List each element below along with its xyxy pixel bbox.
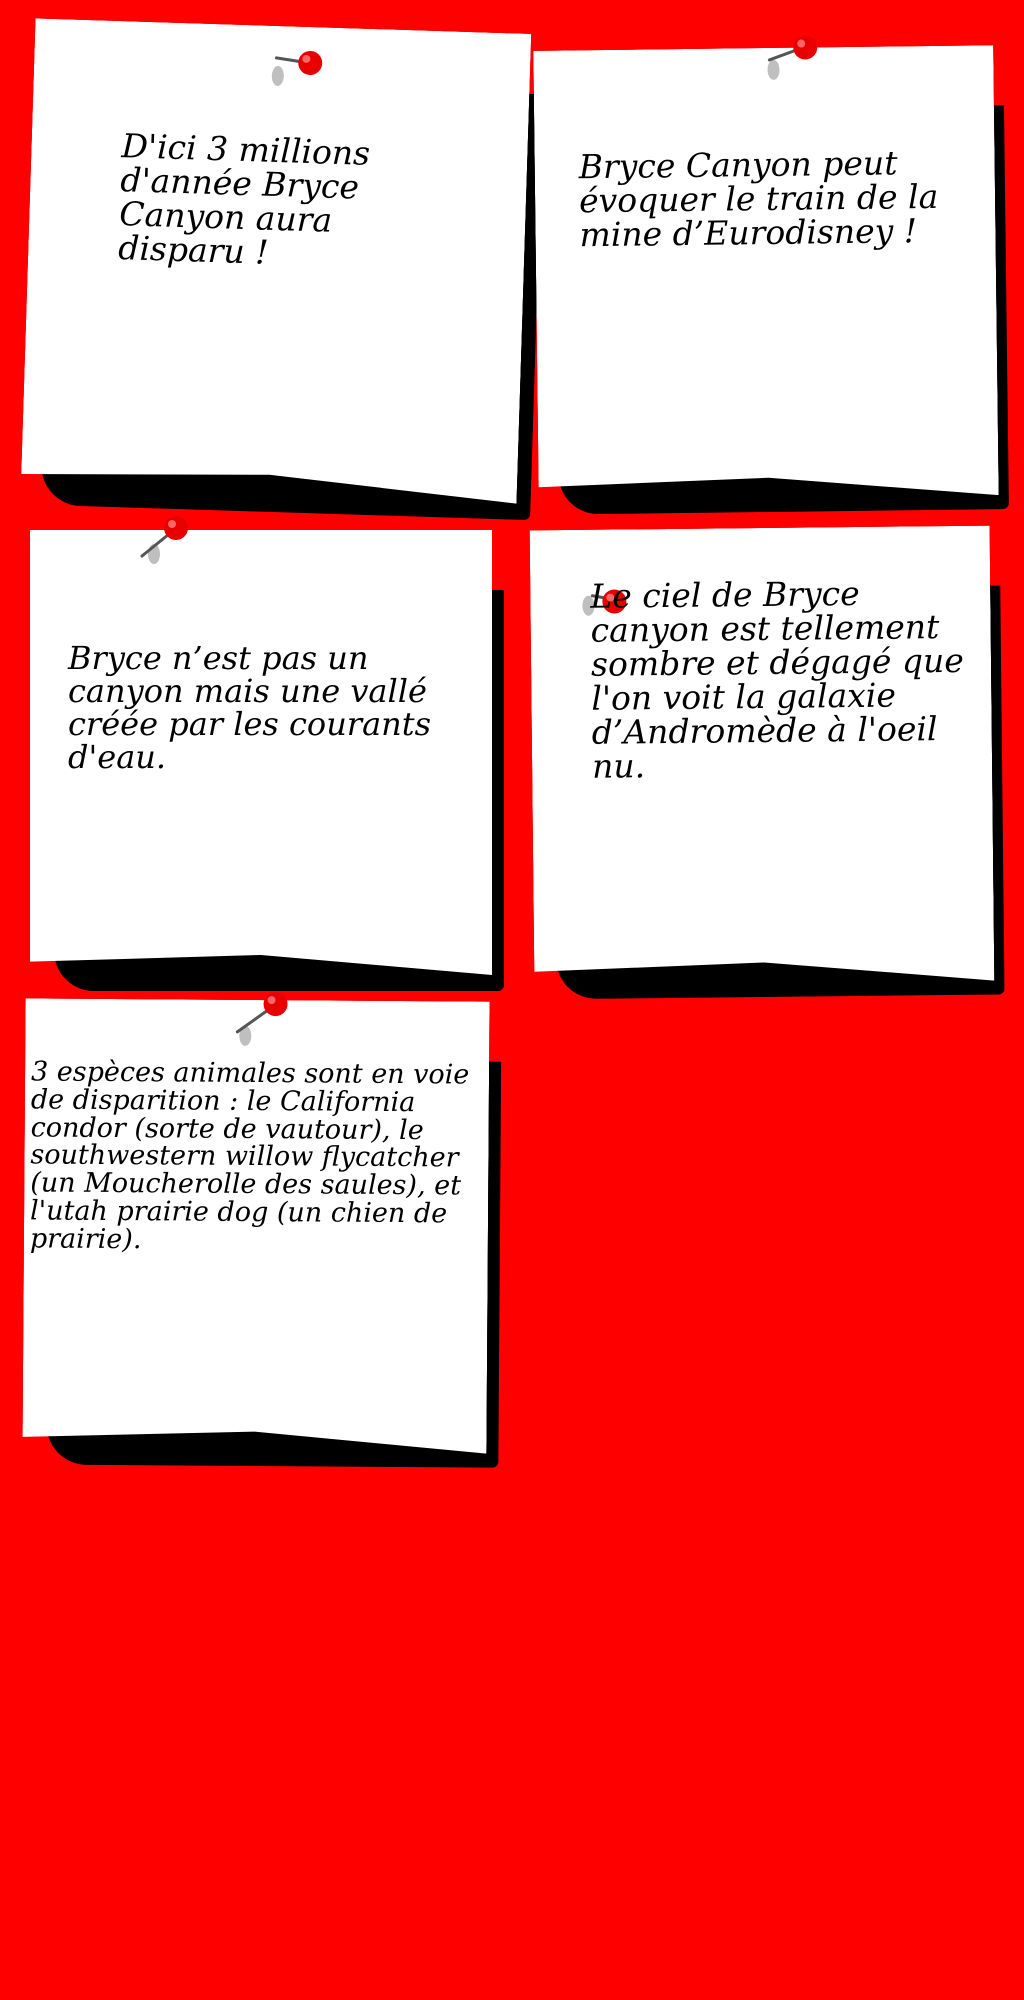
note-text: Bryce n’est pas un canyon mais une vallé créée par les courants d'eau. xyxy=(68,639,442,776)
sticky-note-4 xyxy=(530,526,995,986)
sticky-note-2 xyxy=(533,45,998,501)
push-pin-icon xyxy=(134,504,194,564)
note-text: D'ici 3 millions d'année Bryce Canyon aura disparu ! xyxy=(117,126,382,272)
note-text: 3 espèces animales sont en voie de disparition : le California condor (sorte de vautour), le southwestern willow flycatcher (un Moucherolle des saules), et l'utah prairie dog (un chien de prairie). xyxy=(29,1056,479,1255)
push-pin-icon xyxy=(233,986,293,1046)
push-pin-icon xyxy=(759,21,820,82)
note-text: Bryce Canyon peut évoquer le train de la mine d’Eurodisney ! xyxy=(578,143,949,255)
sticky-note-5 xyxy=(22,998,489,1453)
note-paper xyxy=(533,45,998,501)
sticky-note-3 xyxy=(30,530,492,975)
sticky-note-1 xyxy=(21,18,532,503)
note-text: Le ciel de Bryce canyon est tellement sombre et dégagé que l'on voit la galaxie d’Andromède à l'oeil nu. xyxy=(590,573,975,786)
push-pin-icon xyxy=(263,32,325,94)
